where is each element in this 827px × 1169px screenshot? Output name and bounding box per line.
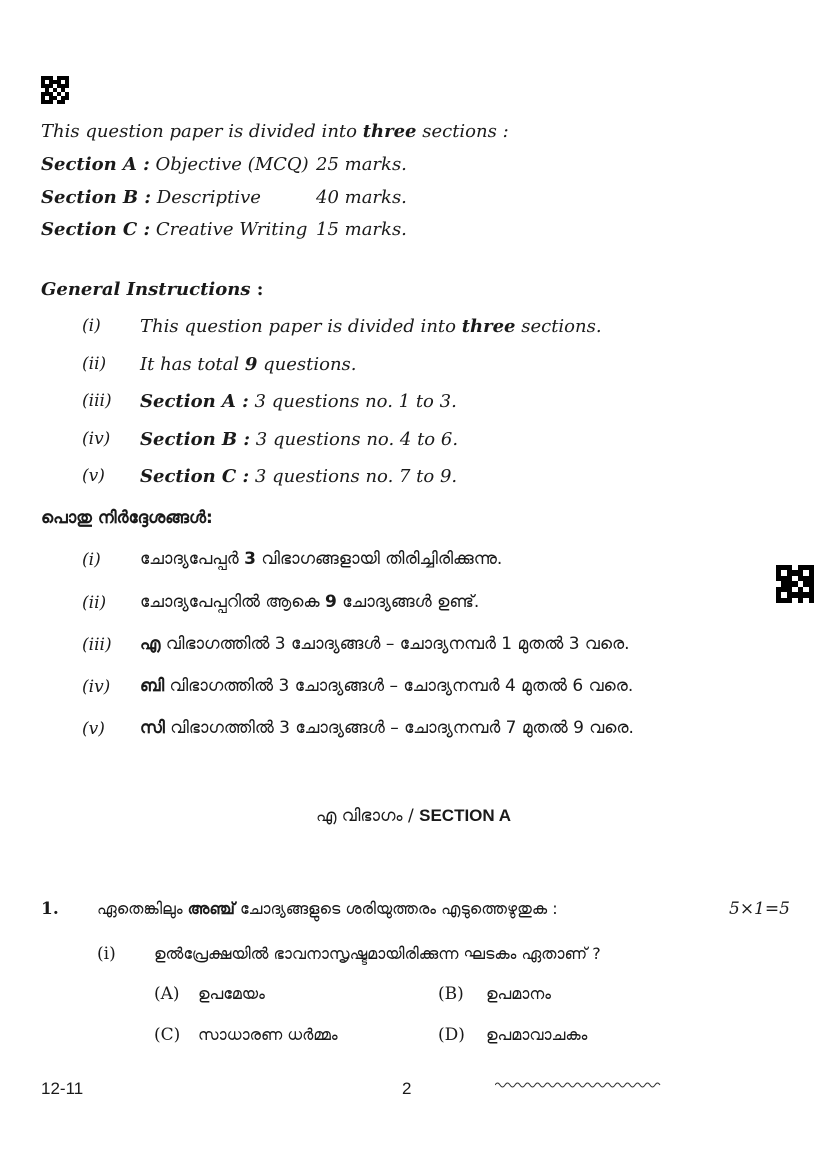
option-c-text: സാധാരണ ധർമ്മം	[198, 1025, 338, 1044]
section-name: Creative Writing	[155, 219, 308, 240]
instruction-number: (iv)	[82, 429, 111, 449]
section-label: Section C :	[41, 219, 151, 240]
section-label: Section A :	[41, 154, 150, 175]
option-d: (D)	[438, 1025, 465, 1045]
page-number: 2	[402, 1079, 412, 1098]
intro-line	[41, 121, 509, 142]
question-text: ഏതെങ്കിലും അഞ്ച് ചോദ്യങ്ങളുടെ ശരിയുത്തരം എടുത്തെഴുതുക :	[97, 899, 558, 918]
instruction-number: (v)	[82, 466, 105, 486]
section-a-line	[41, 154, 309, 175]
question-number: 1.	[41, 899, 59, 919]
intro-suffix: sections :	[416, 121, 509, 142]
instruction-number: (v)	[82, 719, 105, 739]
option-c: (C)	[154, 1025, 181, 1045]
instruction-text: സി വിഭാഗത്തിൽ 3 ചോദ്യങ്ങൾ – ചോദ്യനമ്പർ 7 മുതൽ 9 വരെ.	[140, 718, 634, 738]
instruction-number: (iii)	[82, 391, 112, 411]
section-name: Descriptive	[156, 187, 261, 208]
heading-text: General Instructions	[41, 279, 251, 300]
instruction-number: (iii)	[82, 635, 112, 655]
section-heading	[0, 806, 827, 826]
instruction-text: Section B : 3 questions no. 4 to 6.	[140, 429, 459, 450]
instruction-text: Section C : 3 questions no. 7 to 9.	[140, 466, 458, 487]
section-label: Section B :	[41, 187, 152, 208]
squiggle-divider-icon	[495, 1080, 663, 1090]
instruction-number: (i)	[82, 550, 101, 570]
instruction-text: എ വിഭാഗത്തിൽ 3 ചോദ്യങ്ങൾ – ചോദ്യനമ്പർ 1 മുതൽ 3 വരെ.	[140, 634, 630, 654]
section-heading-en: SECTION A	[419, 806, 512, 825]
subquestion-number: (i)	[97, 944, 116, 964]
instruction-number: (iv)	[82, 677, 111, 697]
section-heading-ml: എ വിഭാഗം	[315, 806, 403, 826]
section-marks: 25 marks.	[316, 154, 407, 175]
section-marks: 40 marks.	[316, 187, 407, 208]
malayalam-instructions-heading: പൊതു നിർദ്ദേശങ്ങൾ:	[41, 508, 213, 528]
instruction-number: (i)	[82, 316, 101, 336]
option-d-text: ഉപമാവാചകം	[486, 1025, 588, 1044]
intro-bold: three	[362, 121, 417, 142]
instruction-text: ബി വിഭാഗത്തിൽ 3 ചോദ്യങ്ങൾ – ചോദ്യനമ്പർ 4 മുതൽ 6 വരെ.	[140, 676, 634, 696]
question-marks: 5×1=5	[729, 899, 790, 919]
section-marks: 15 marks.	[316, 219, 407, 240]
instruction-text: ചോദ്യപേപ്പർ 3 വിഭാഗങ്ങളായി തിരിച്ചിരിക്കുന്നു.	[140, 549, 503, 569]
option-a-text: ഉപമേയം	[198, 984, 265, 1003]
instruction-text: ചോദ്യപേപ്പറിൽ ആകെ 9 ചോദ്യങ്ങൾ ഉണ്ട്.	[140, 592, 480, 612]
instruction-text: It has total 9 questions.	[140, 354, 357, 375]
section-b-line	[41, 187, 261, 208]
section-name: Objective (MCQ)	[155, 154, 309, 175]
qr-code-icon	[41, 76, 69, 104]
option-b: (B)	[438, 984, 464, 1004]
instruction-number: (ii)	[82, 593, 107, 613]
instruction-text: This question paper is divided into three sections.	[140, 316, 602, 337]
option-a: (A)	[154, 984, 180, 1004]
general-instructions-heading	[41, 279, 263, 300]
option-b-text: ഉപമാനം	[486, 984, 551, 1003]
heading-colon: :	[250, 279, 264, 300]
paper-code: 12-11	[41, 1079, 84, 1098]
section-heading-sep: /	[402, 806, 420, 826]
section-c-line	[41, 219, 307, 240]
instruction-text: Section A : 3 questions no. 1 to 3.	[140, 391, 457, 412]
instruction-number: (ii)	[82, 354, 107, 374]
subquestion-text: ഉൽപ്രേക്ഷയിൽ ഭാവനാസൃഷ്ടമായിരിക്കുന്ന ഘടകം ഏതാണ് ?	[154, 944, 601, 963]
qr-code-icon	[776, 565, 814, 603]
intro-prefix: This question paper is divided into	[41, 121, 363, 142]
